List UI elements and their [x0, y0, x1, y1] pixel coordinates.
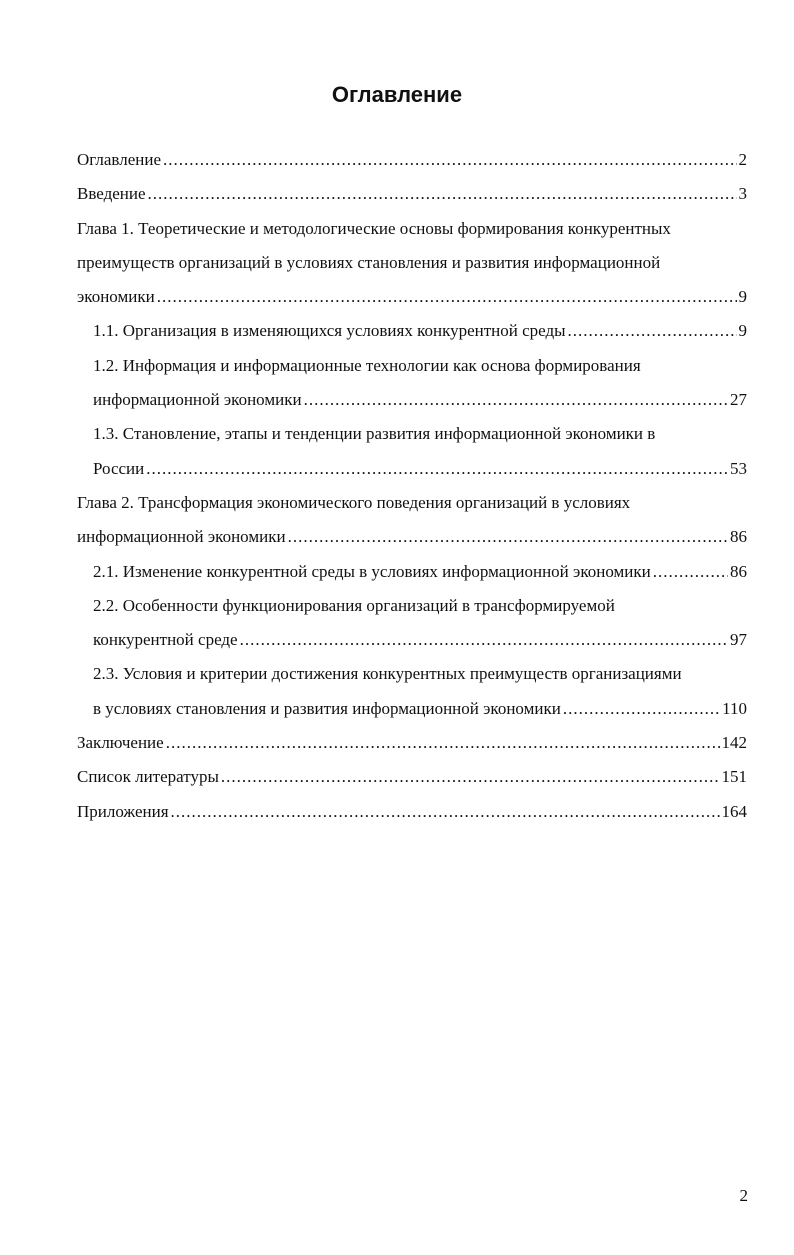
toc-entry-chapter-2[interactable] [77, 486, 747, 555]
dot-leader [171, 795, 720, 829]
toc-entry-references[interactable] [77, 760, 747, 794]
toc-entry-title: Оглавление [77, 150, 161, 169]
dot-leader [240, 623, 728, 657]
toc-entry-section-2-2[interactable] [77, 589, 747, 658]
toc-entry-title: 2.1. Изменение конкурентной среды в условиях информационной экономики [93, 561, 651, 581]
dot-leader [304, 383, 728, 417]
toc-entry-toc[interactable] [77, 143, 747, 177]
dot-leader [146, 452, 728, 486]
toc-entry-section-1-1[interactable] [77, 314, 747, 348]
page-number: 2 [739, 1186, 748, 1205]
dot-leader [166, 726, 720, 760]
toc-line [93, 555, 747, 589]
toc-line [77, 280, 747, 314]
toc-line [93, 623, 747, 657]
toc-page-number: 142 [721, 733, 747, 753]
toc-entry-title: информационной экономики [93, 390, 302, 410]
toc-line [93, 452, 747, 486]
dot-leader [563, 692, 720, 726]
dot-leader [163, 143, 737, 177]
toc-line [77, 726, 747, 760]
toc-page-number: 27 [730, 390, 747, 410]
toc-entry-title: в условиях становления и развития информационной экономики [93, 698, 561, 718]
toc-entry-title: Список литературы [77, 767, 219, 787]
toc-page-number: 53 [730, 458, 747, 478]
toc-page-number: 9 [738, 287, 747, 307]
toc-line [93, 314, 747, 348]
toc-entry-section-1-3[interactable] [77, 417, 747, 486]
toc-entry-title: Заключение [77, 733, 164, 753]
toc-entry-title: информационной экономики [77, 527, 286, 547]
dot-leader [221, 760, 720, 794]
toc-entry-section-2-1[interactable] [77, 555, 747, 589]
page-title: Оглавление [331, 82, 463, 107]
toc-page-number: 3 [738, 184, 747, 204]
toc-line [77, 520, 747, 554]
dot-leader [157, 280, 737, 314]
toc-entry-chapter-1[interactable] [77, 212, 747, 315]
toc-line [77, 177, 747, 211]
dot-leader [568, 314, 737, 348]
toc-entry-title-line: 2.3. Условия и критерии достижения конкурентных преимуществ организациями [93, 664, 682, 684]
toc-entry-section-2-3[interactable] [77, 657, 747, 726]
toc-entry-section-1-2[interactable] [77, 349, 747, 418]
toc-line [93, 692, 747, 726]
toc-line [77, 143, 747, 177]
toc-page-number: 151 [721, 767, 747, 787]
toc-page-number: 86 [730, 527, 747, 547]
toc-entry-title-line: 2.2. Особенности функционирования организаций в трансформируемой [93, 595, 615, 615]
toc-line [93, 383, 747, 417]
toc-page-number: 86 [730, 561, 747, 581]
toc-page-number: 97 [730, 630, 747, 650]
toc-entry-title-line: 1.2. Информация и информационные технологии как основа формирования [93, 355, 641, 375]
table-of-contents [77, 143, 747, 829]
toc-entry-title-line: 1.3. Становление, этапы и тенденции развития информационной экономики в [93, 424, 656, 444]
toc-entry-title: России [93, 458, 145, 478]
toc-page-number: 164 [721, 801, 747, 821]
toc-page-number: 110 [722, 698, 747, 718]
toc-entry-title: Приложения [77, 801, 169, 821]
toc-line [77, 795, 747, 829]
toc-entry-title: конкурентной среде [93, 630, 238, 650]
toc-entry-title-line: Глава 1. Теоретические и методологические основы формирования конкурентных [77, 218, 671, 238]
dot-leader [653, 555, 728, 589]
dot-leader [148, 177, 737, 211]
toc-page-number: 2 [738, 150, 747, 169]
toc-page-number: 9 [738, 321, 747, 341]
toc-entry-title: экономики [77, 287, 155, 307]
toc-line [77, 760, 747, 794]
toc-entry-title: 1.1. Организация в изменяющихся условиях конкурентной среды [93, 321, 566, 341]
toc-entry-title: Введение [77, 184, 146, 204]
dot-leader [288, 520, 728, 554]
toc-entry-introduction[interactable] [77, 177, 747, 211]
toc-entry-title-line: преимуществ организаций в условиях становления и развития информационной [77, 252, 661, 272]
toc-entry-conclusion[interactable] [77, 726, 747, 760]
toc-entry-appendices[interactable] [77, 795, 747, 829]
toc-entry-title-line: Глава 2. Трансформация экономического поведения организаций в условиях [77, 492, 631, 512]
